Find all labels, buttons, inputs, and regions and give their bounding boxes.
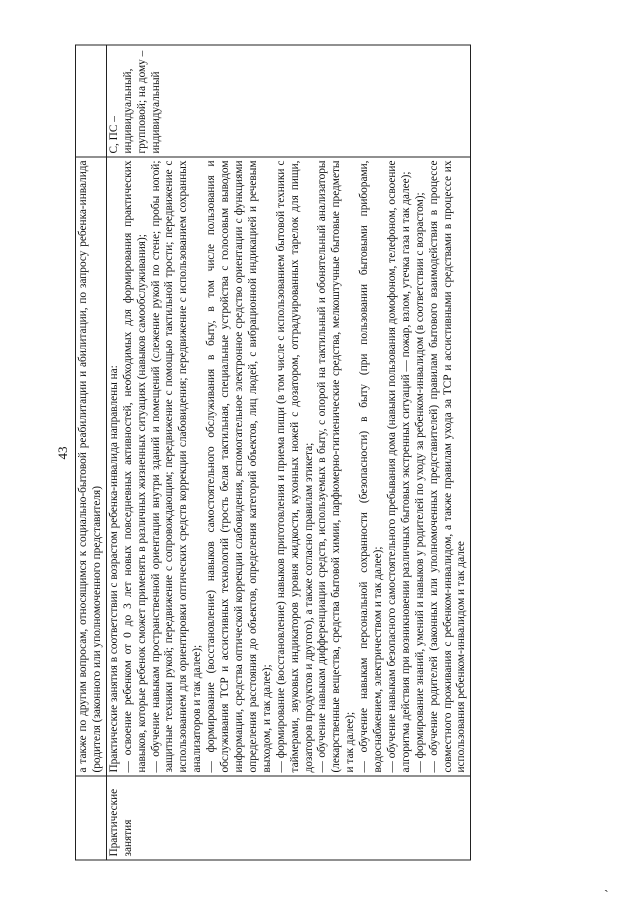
list-item: — формирование знаний, умений и навыков у родителей по уходу за ребенком-инвалидом (в соответствии с возрастом);	[413, 191, 426, 772]
list-item: — обучение родителей (законных или уполномоченных представителей) правилам бытового взаимодействия в процессе совместного проживания с ребенком-инвалидом, а также правилам ухода за ТСР и ассистивными средствами в процессе их использования ребенком-инвалидом и так далее	[427, 160, 468, 772]
list-item: — обучение навыкам безопасного самостоятельного пребывания дома (навыки пользования домофоном, телефоном, освоение алгоритма действия при возникновении различных бытовых экстренных ситуаций — пожар, взлом, утечка газа и так далее);	[385, 160, 412, 772]
row2-col1: Практические занятия	[106, 776, 471, 860]
list-item: — освоение ребенком от 0 до 3 лет новых повседневных активностей, необходимых для формирования практических навыков, которые ребенок сможет применять в различных жизненных ситуациях (навыков самообслуживания);	[121, 160, 148, 772]
list-item: — обучение навыкам пространственной ориентации внутри зданий и помещений (слежение рукой по стене; пробы ногой; защитные техники рукой; передвижение с сопровождающим; передвижение с помощью тактильной трости; передвижение с использованием для ориентировки оптических средств коррекции слабовидения; передвижение с использованием сохранных анализаторов и так далее);	[149, 160, 204, 772]
list-item: — формирование (восстановление) навыков приготовления и приема пищи (в том числе с использованием бытовой техники с таймерами, звуковых индикаторов уровня жидкости, кухонных ножей с дозатором, отградуированных тарелок для пищи, дозаторов продуктов и другого), а также согласно правилам этикета;	[274, 160, 315, 772]
table-row	[106, 45, 471, 860]
list-item: Практические занятия в соответствии с возрастом ребенка-инвалида направлены на:	[107, 364, 120, 772]
row1-col1	[76, 776, 107, 860]
rotated-page	[55, 45, 585, 860]
list-item: — обучение навыкам дифференциации средств, используемых в быту, с опорой на тактильный и обонятельный анализаторы (лекарственные вещества, средства бытовой химии, парфюмерно-гигиенические средства, мелкоштучные бытовые предметы и так далее);	[316, 160, 357, 772]
page-number: 43	[55, 446, 70, 459]
row1-col3	[76, 45, 107, 157]
row1-col2: а также по другим вопросам, относящимся к социально-бытовой реабилитации и абилитации, по запросу ребенка-инвалида (родителя (законного или уполномоченного представителя)	[76, 157, 107, 776]
content-table	[75, 44, 471, 860]
corner-mark: ˎ	[604, 878, 609, 893]
list-item: — обучение навыкам персональной сохранности (безопасности) в быту (при пользовании бытовыми приборами, водоснабжением, электричеством и так далее);	[358, 160, 385, 772]
row2-col2	[106, 157, 471, 776]
table-row	[76, 45, 107, 860]
row2-col3: С, ПС – индивидуальный, групповой; на дому – индивидуальный	[106, 45, 471, 157]
list-item: — формирование (восстановление) навыков самостоятельного обслуживания в быту, в том числе пользования и обслуживания ТСР и ассистивных технологий (трость белая тактильная, специальные устройства с голосовым выводом информации, средства оптической коррекции слабовидения, вспомогательное электронное средство ориентации с функциями определения расстояния до объектов, определения категорий объектов, лиц людей, с вибрационной индикацией и речевым выходом, и так далее);	[205, 160, 273, 772]
